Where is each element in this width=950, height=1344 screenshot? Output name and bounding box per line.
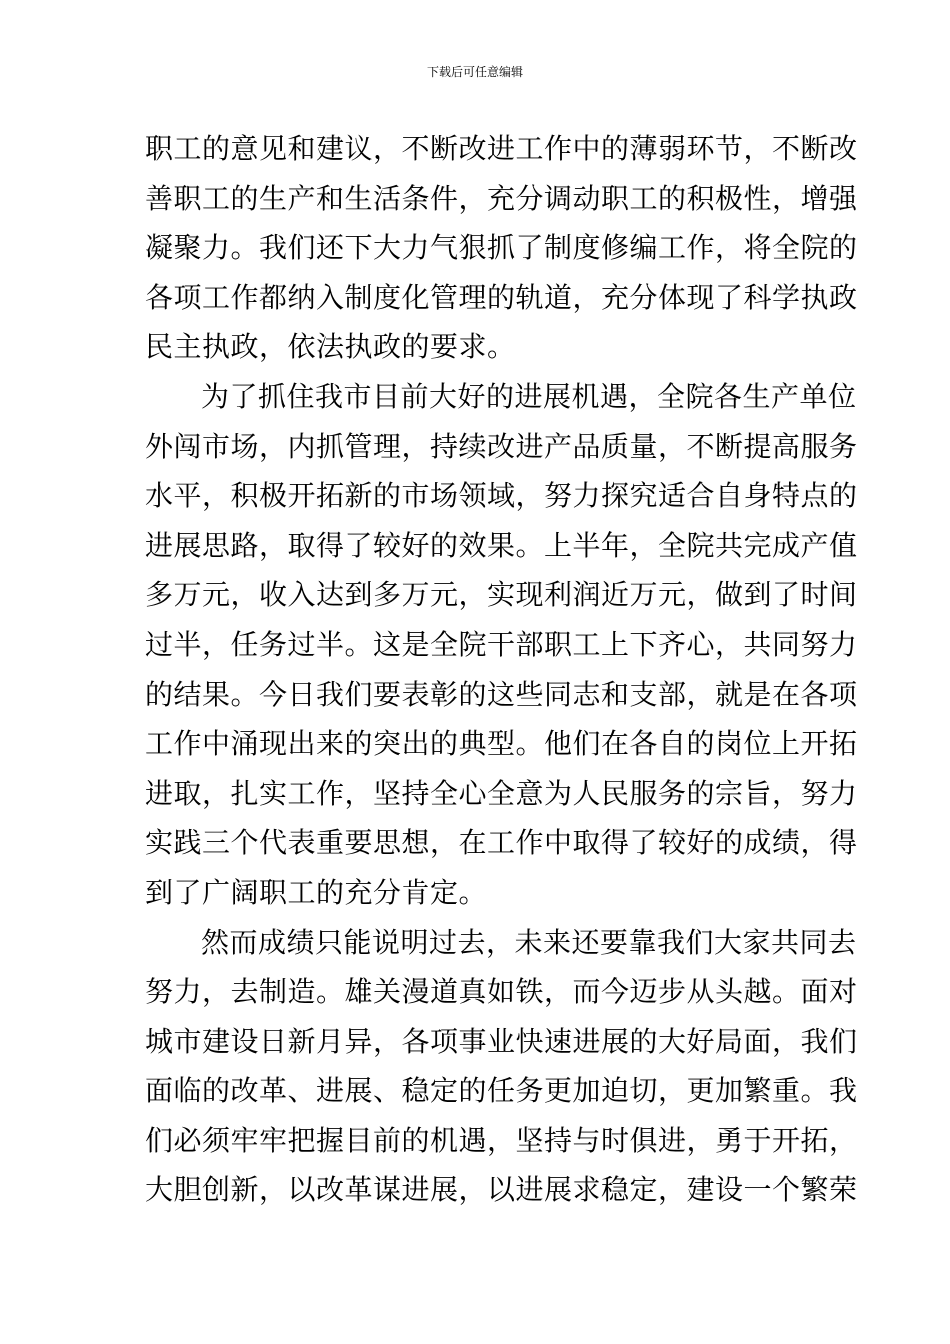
- text-line: 各项工作都纳入制度化管理的轨道，充分体现了科学执政: [145, 280, 858, 314]
- text-line: 然而成绩只能说明过去，未来还要靠我们大家共同去: [201, 925, 857, 959]
- text-line: 职工的意见和建议，不断改进工作中的薄弱环节，不断改: [145, 132, 858, 165]
- text-line: 面临的改革、进展、稳定的任务更加迫切，更加繁重。我: [145, 1074, 858, 1108]
- text-line: 善职工的生产和生活条件，充分调动职工的积极性，增强: [145, 181, 858, 215]
- text-line: 实践三个代表重要思想，在工作中取得了较好的成绩，得: [145, 826, 858, 860]
- paragraph-2: [145, 372, 858, 918]
- text-line: 为了抓住我市目前大好的进展机遇，全院各生产单位: [201, 379, 857, 413]
- text-line: 过半，任务过半。这是全院干部职工上下齐心，共同努力: [145, 627, 858, 661]
- text-line: 城市建设日新月异，各项事业快速进展的大好局面，我们: [145, 1024, 858, 1058]
- text-line: 外闯市场，内抓管理，持续改进产品质量，不断提高服务: [145, 429, 858, 463]
- text-line: 到了广阔职工的充分肯定。: [145, 875, 488, 909]
- text-line: 水平，积极开拓新的市场领域，努力探究适合自身特点的: [145, 479, 858, 513]
- page-header: 下载后可任意编辑: [426, 65, 523, 79]
- text-line: 大胆创新，以改革谋进展，以进展求稳定，建设一个繁荣: [145, 1173, 858, 1207]
- text-line: 多万元，收入达到多万元，实现利润近万元，做到了时间: [145, 578, 858, 612]
- text-line: 民主执政，依法执政的要求。: [145, 330, 516, 364]
- text-line: 努力，去制造。雄关漫道真如铁，而今迈步从头越。面对: [145, 975, 858, 1009]
- document-body: [145, 124, 858, 1215]
- paragraph-3: [145, 918, 858, 1216]
- paragraph-1: [145, 124, 858, 372]
- text-line: 工作中涌现出来的突出的典型。他们在各自的岗位上开拓: [145, 727, 858, 761]
- text-line: 进展思路，取得了较好的效果。上半年，全院共完成产值: [145, 528, 858, 562]
- text-line: 凝聚力。我们还下大力气狠抓了制度修编工作，将全院的: [145, 231, 858, 265]
- text-line: 进取，扎实工作，坚持全心全意为人民服务的宗旨，努力: [145, 776, 858, 810]
- text-line: 的结果。今日我们要表彰的这些同志和支部，就是在各项: [145, 677, 858, 711]
- text-line: 们必须牢牢把握目前的机遇，坚持与时俱进，勇于开拓，: [145, 1123, 858, 1157]
